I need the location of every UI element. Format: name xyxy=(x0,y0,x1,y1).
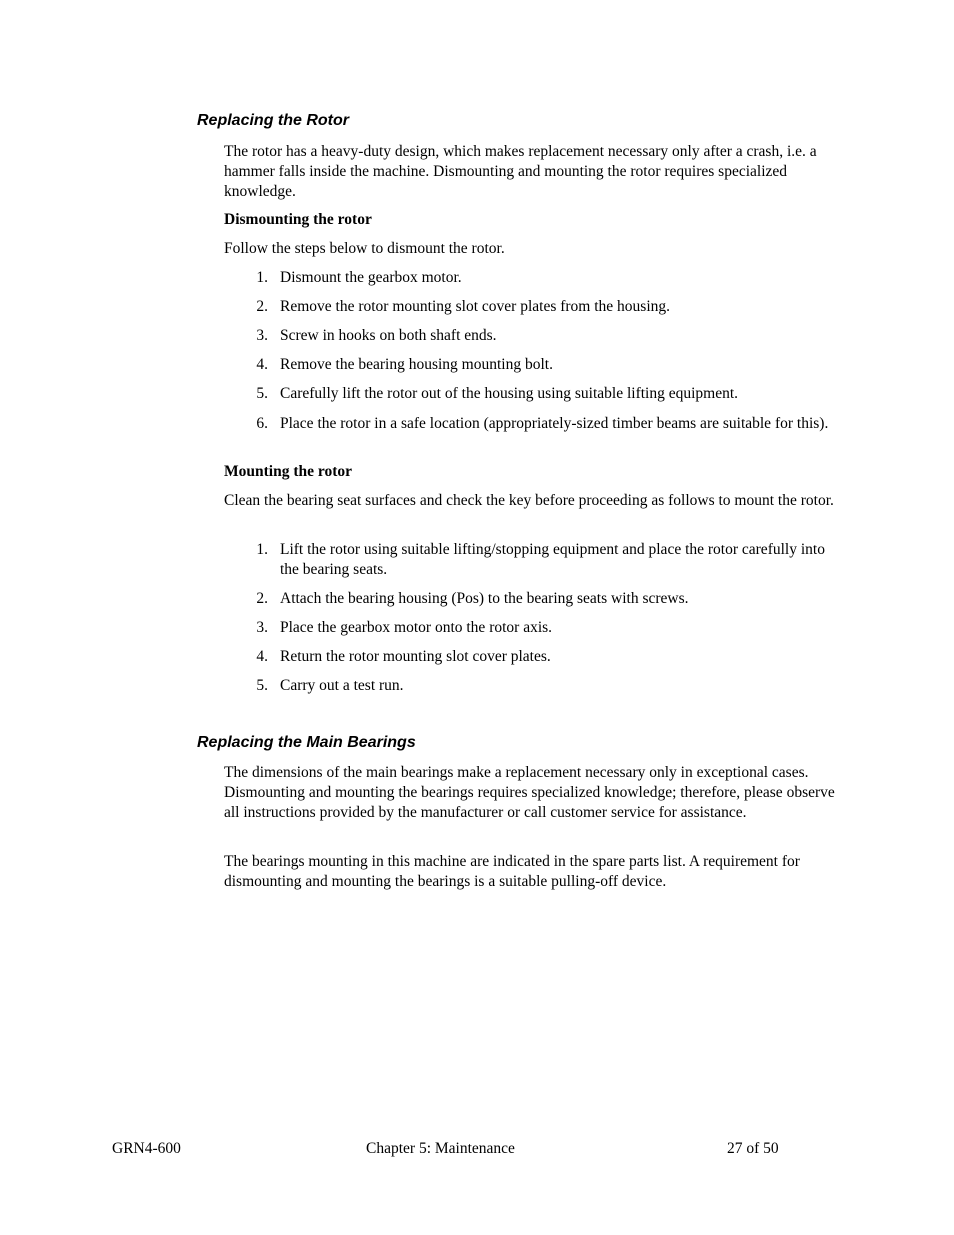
list-text: Dismount the gearbox motor. xyxy=(280,269,462,286)
list-number: 6. xyxy=(256,415,268,432)
list-text: Return the rotor mounting slot cover plates. xyxy=(280,648,551,665)
mount-lead-paragraph: Clean the bearing seat surfaces and check the key before proceeding as follows to mount the rotor. xyxy=(224,492,834,509)
list-number: 2. xyxy=(256,298,268,315)
subheading-dismounting-rotor: Dismounting the rotor xyxy=(224,211,372,228)
list-number: 4. xyxy=(256,356,268,373)
list-text: Screw in hooks on both shaft ends. xyxy=(280,327,497,344)
dismount-lead-paragraph: Follow the steps below to dismount the rotor. xyxy=(224,240,505,257)
bearings-paragraph-1: The dimensions of the main bearings make a replacement necessary only in exceptional cases. Dismounting and mounting the bearings requires specialized knowledge; therefore, please observe all instructions provided by the manufacturer or call customer service for assistance. xyxy=(224,764,835,821)
list-number: 2. xyxy=(256,590,268,607)
footer-doc-id: GRN4-600 xyxy=(112,1140,181,1157)
section-heading-replacing-main-bearings: Replacing the Main Bearings xyxy=(197,734,416,751)
list-text: Carry out a test run. xyxy=(280,677,404,694)
section-heading-replacing-rotor: Replacing the Rotor xyxy=(197,112,350,129)
list-number: 5. xyxy=(256,677,268,694)
list-number: 4. xyxy=(256,648,268,665)
footer-page-number: 27 of 50 xyxy=(727,1140,779,1157)
subheading-mounting-rotor: Mounting the rotor xyxy=(224,463,353,480)
list-text: Carefully lift the rotor out of the housing using suitable lifting equipment. xyxy=(280,385,739,402)
list-text: Lift the rotor using suitable lifting/stopping equipment and place the rotor carefully into the bearing seats. xyxy=(280,541,825,578)
list-number: 3. xyxy=(256,619,268,636)
list-number: 3. xyxy=(256,327,268,344)
list-number: 1. xyxy=(256,269,268,286)
list-number: 5. xyxy=(256,385,268,402)
list-number: 1. xyxy=(256,541,268,558)
list-text: Place the gearbox motor onto the rotor axis. xyxy=(280,619,553,636)
rotor-intro-paragraph: The rotor has a heavy-duty design, which makes replacement necessary only after a crash, i.e. a hammer falls inside the machine. Dismounting and mounting the rotor requires specialized knowledge. xyxy=(224,143,817,200)
list-text: Place the rotor in a safe location (appropriately-sized timber beams are suitable for this). xyxy=(280,415,829,432)
list-text: Remove the bearing housing mounting bolt. xyxy=(280,356,553,373)
footer-chapter: Chapter 5: Maintenance xyxy=(366,1140,515,1157)
list-text: Remove the rotor mounting slot cover plates from the housing. xyxy=(280,298,671,315)
list-text: Attach the bearing housing (Pos) to the bearing seats with screws. xyxy=(280,590,689,607)
bearings-paragraph-2: The bearings mounting in this machine are indicated in the spare parts list. A requirement for dismounting and mounting the bearings is a suitable pulling-off device. xyxy=(224,853,800,890)
